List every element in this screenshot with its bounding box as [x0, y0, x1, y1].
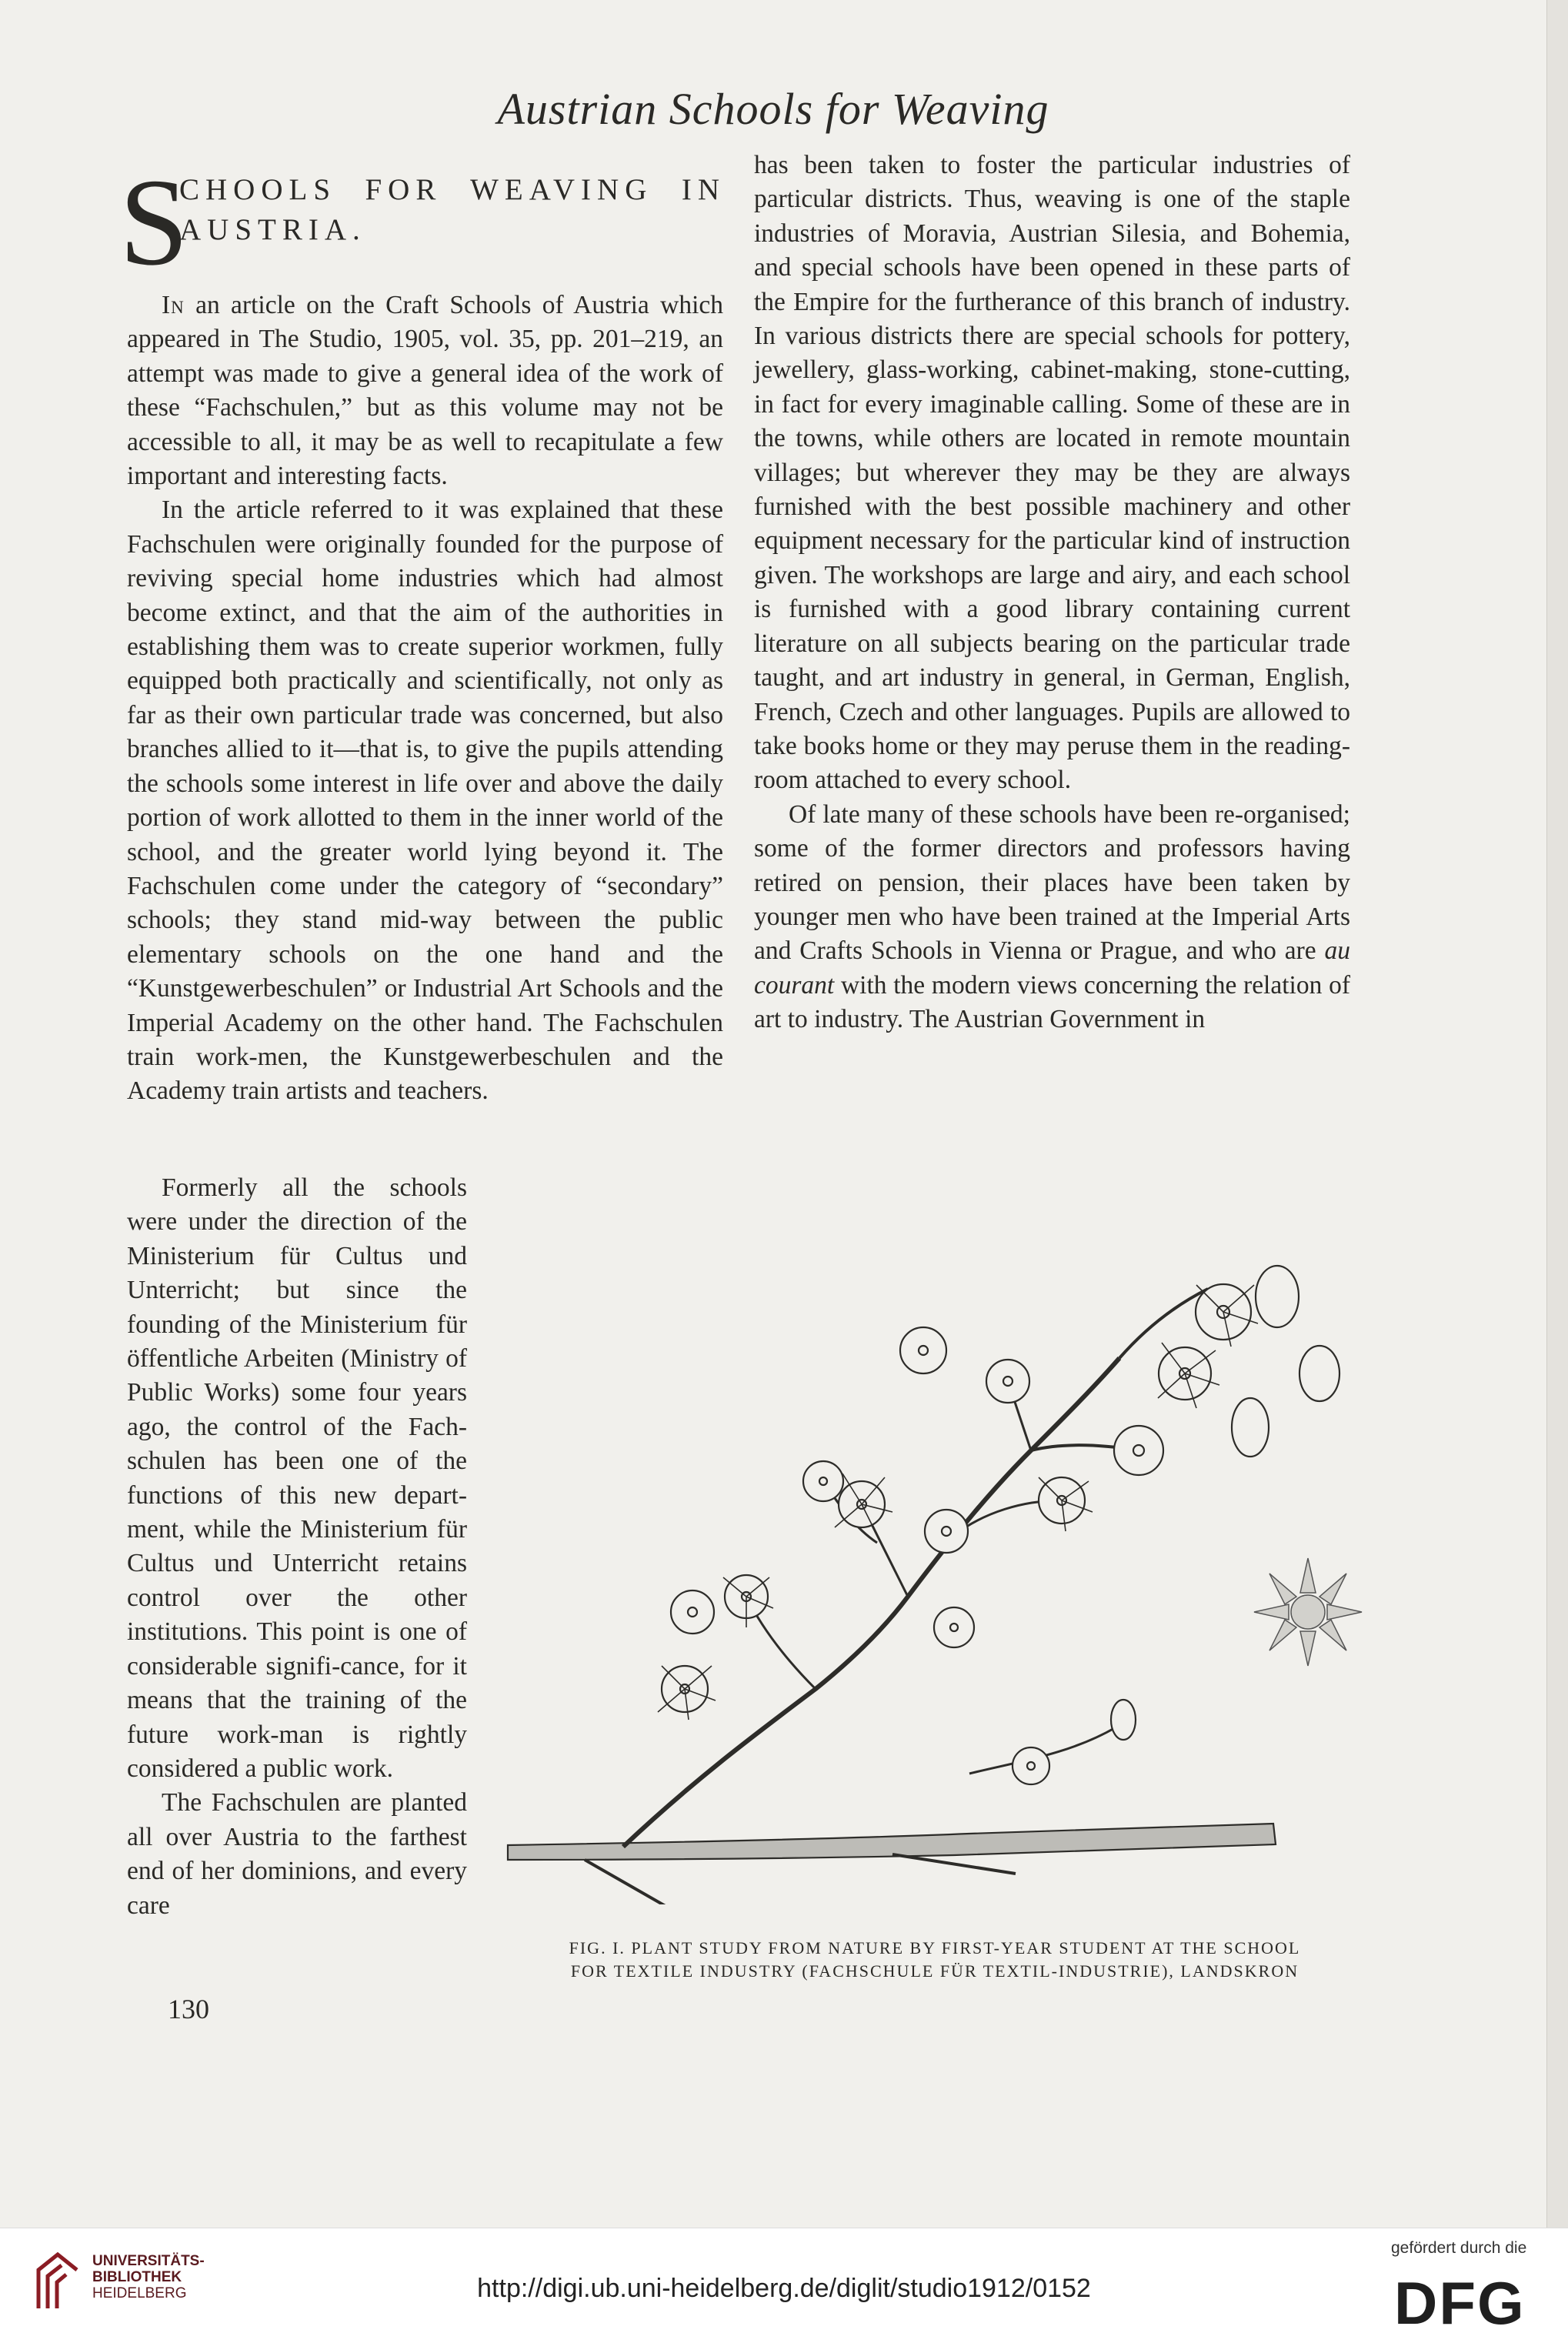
- lead-word: In: [162, 291, 185, 319]
- blossom-branch-drawing: [492, 1197, 1369, 1904]
- italic-phrase: au courant: [754, 936, 1350, 1000]
- caption-line: FIG. I. PLANT STUDY FROM NATURE BY FIRST-YEAR STUDENT AT THE SCHOOL: [569, 1938, 1301, 1958]
- article-left-column: [119, 154, 726, 1109]
- paragraph: In the article referred to it was explained that these Fachschulen were originally founded for the purpose of reviving special home industries which had almost become extinct, and that the aim of the authorities in establishing them was to create superior workmen, fully equipped both practically and scientifically, not only as far as their own particular trade was concerned, but also branches allied to it—that is, to give the pupils attending the schools some interest in life over and above the daily portion of work allotted to them in the inner world of the school, and the greater world lying beyond it. The Fachschulen come under the category of “secondary” schools; they stand mid-way between the public elementary schools on the one hand and the “Kunstgewerbeschulen” or Industrial Art Schools and the Imperial Academy on the other hand. The Fachschulen train work-men, the Kunstgewerbeschulen and the Academy train artists and teachers.: [127, 496, 723, 1106]
- article-headline: CHOOLS FOR WEAVING IN AUSTRIA.: [179, 173, 726, 246]
- page-number: 130: [168, 1994, 209, 2024]
- drop-cap: S: [119, 154, 189, 292]
- library-name: UNIVERSITÄTS- BIBLIOTHEK HEIDELBERG: [92, 2253, 205, 2301]
- permalink-url[interactable]: http://digi.ub.uni-heidelberg.de/diglit/studio1912/0152: [477, 2274, 1091, 2303]
- ornament-motif: [1254, 1558, 1362, 1666]
- sponsor-label: gefördert durch die: [1391, 2239, 1527, 2257]
- paragraph: In an article on the Craft Schools of Austria which appeared in The Studio, 1905, vol. 35, pp. 201–219, an attempt was made to give a general idea of the work of these “Fachschulen,” but as this volume may not be accessible to all, it may be as well to recapitulate a few important and interesting facts.: [127, 291, 723, 491]
- figure-caption: [500, 1937, 1369, 1983]
- running-head: Austrian Schools for Weaving: [497, 84, 1049, 134]
- plant-study-figure: [492, 1197, 1369, 1904]
- article-narrow-column: [127, 1171, 467, 1923]
- paragraph: The Fachschulen are planted all over Austria to the farthest end of her dominions, and every care: [127, 1788, 467, 1920]
- paragraph: Of late many of these schools have been re-organised; some of the former directors and professors having retired on pension, their places have been taken by younger men who have been trained at the Imperial Arts and Crafts Schools in Vienna or Prague, and who are au courant with the modern views concerning the relation of art to industry. The Austrian Government in: [754, 799, 1350, 1034]
- paragraph: has been taken to foster the particular industries of particular districts. Thus, weaving is one of the staple industries of Moravia, Austrian Silesia, and Bohemia, and special schools have been opened in these parts of the Empire for the furtherance of this branch of industry. In various districts there are special schools for pottery, jewellery, glass-working, cabinet-making, stone-cutting, in fact for every imaginable calling. Some of these are in the towns, while others are located in remote mountain villages; but wherever they may be they are always furnished with the best possible machinery and other equipment necessary for the particular kind of instruction given. The workshops are large and airy, and each school is furnished with a good library containing current literature on all subjects bearing on the particular trade taught, and art industry in general, in German, English, French, Czech and other languages. Pupils are allowed to take books home or they may peruse them in the reading-room attached to every school.: [754, 151, 1350, 795]
- article-right-column: [754, 149, 1350, 1037]
- dfg-logo[interactable]: DFG: [1394, 2269, 1526, 2337]
- article-heading: [119, 154, 726, 292]
- paragraph: Formerly all the schools were under the direction of the Ministerium für Cultus und Unterricht; but since the founding of the Ministerium für öffentliche Arbeiten (Ministry of Public Works) some four years ago, the control of the Fach-schulen has been one of the functions of this new depart-ment, while the Ministerium für Cultus und Unterricht retains control over the other institutions. This point is one of considerable signifi-cance, for it means that the training of the future work-man is rightly considered a public work.: [127, 1173, 467, 1783]
- page-edge: [1546, 0, 1568, 2228]
- caption-line: FOR TEXTILE INDUSTRY (FACHSCHULE FÜR TEXTIL-INDUSTRIE), LANDSKRON: [570, 1961, 1299, 1981]
